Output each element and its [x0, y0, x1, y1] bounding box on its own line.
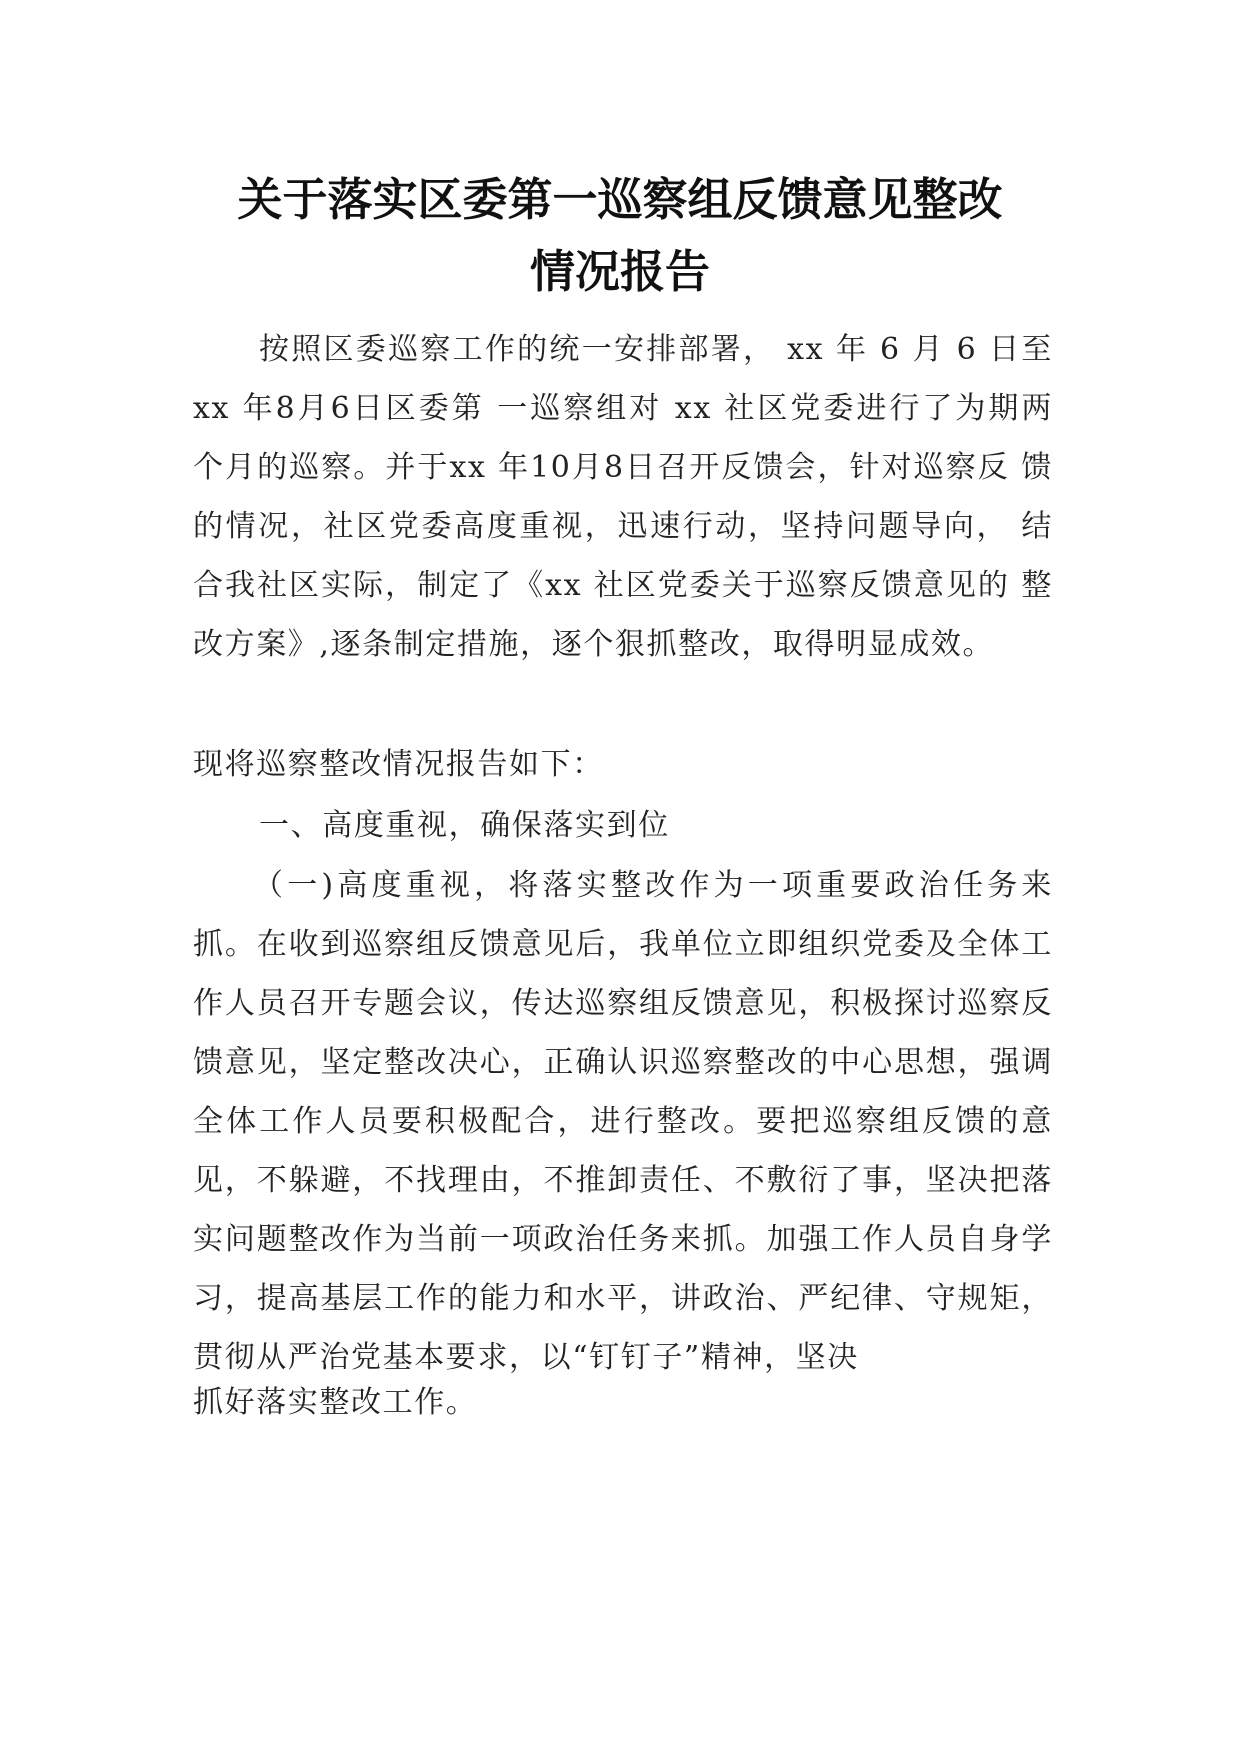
section-1-paragraph-1: （一)高度重视，将落实整改作为一项重要政治任务来抓。在收到巡察组反馈意见后，我单位立即组织党委及全体工作人员召开专题会议，传达巡察组反馈意见，积极探讨巡察反馈意见，坚定整改决心，正确认识巡察整改的中心思想，强调全体工作人员要积极配合，进行整改。要把巡察组反馈的意见，不躲避，不找理由，不推卸责任、不敷衍了事，坚决把落实问题整改作为当前一项政治任务来抓。加强工作人员自身学习，提高基层工作的能力和水平，讲政治、严纪律、守规矩，贯彻从严治党基本要求，以“钉钉子”精神，坚决 — [193, 868, 1053, 1375]
section-1-paragraph-end: 抓好落实整改工作。 — [193, 1385, 478, 1420]
report-lead-paragraph: 现将巡察整改情况报告如下： — [193, 747, 604, 782]
section-heading-1: 一、高度重视，确保落实到位 — [259, 808, 670, 843]
document-title-line-1: 关于落实区委第一巡察组反馈意见整改 — [237, 173, 1003, 226]
intro-paragraph: 按照区委巡察工作的统一安排部署， xx 年 6 月 6 日至 xx 年8月6日区委第 一巡察组对 xx 社区党委进行了为期两 个月的巡察。并于xx 年10月8日召开反馈会，针对巡察反 馈的情况，社区党委高度重视，迅速行动，坚持问题导向， 结合我社区实际，制定了《xx 社区党委关于巡察反馈意见的 整改方案》,逐条制定措施，逐个狠抓整改，取得明显成效。 — [193, 332, 1053, 662]
document-title-line-2: 情况报告 — [529, 245, 710, 298]
